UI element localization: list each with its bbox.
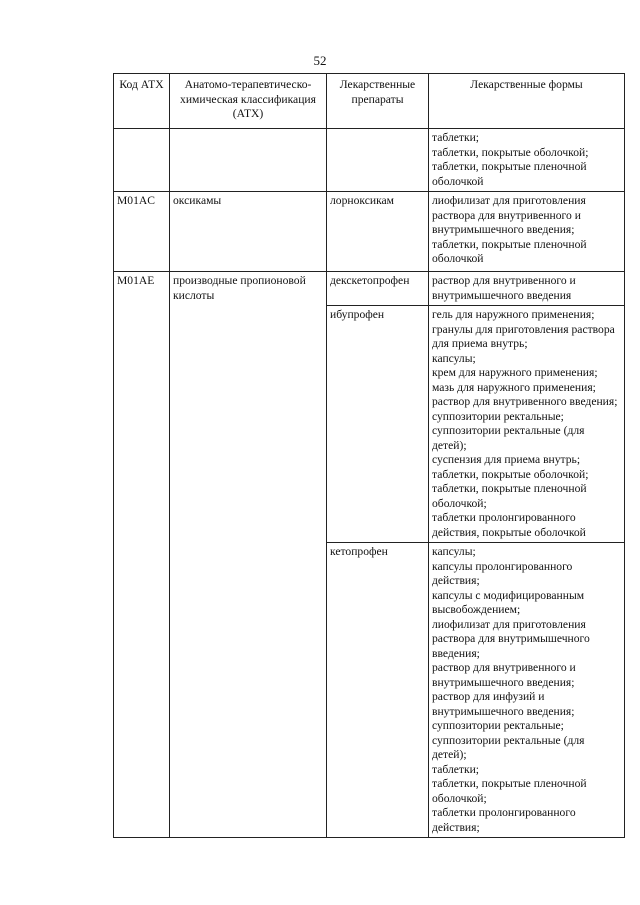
table-row xyxy=(114,129,625,192)
table-row xyxy=(114,192,625,272)
cell-drug xyxy=(327,129,429,192)
cell-dosage-forms: таблетки; таблетки, покрытые оболочкой; таблетки, покрытые пленочной оболочкой xyxy=(429,129,625,192)
cell-dosage-forms: лиофилизат для приготовления раствора для внутривенного и внутримышечного введения; таблетки, покрытые пленочной оболочкой xyxy=(429,192,625,272)
cell-classification xyxy=(170,129,327,192)
cell-dosage-forms: раствор для внутривенного и внутримышечного введения xyxy=(429,272,625,306)
header-atc-code: Код АТХ xyxy=(114,74,170,129)
cell-atc-code: M01AE xyxy=(114,272,170,838)
cell-drug: декскетопрофен xyxy=(327,272,429,306)
cell-drug: лорноксикам xyxy=(327,192,429,272)
table-row xyxy=(114,272,625,306)
page-number: 52 xyxy=(313,53,327,68)
cell-atc-code: M01AC xyxy=(114,192,170,272)
header-drugs: Лекарственные препараты xyxy=(327,74,429,129)
cell-drug: ибупрофен xyxy=(327,306,429,543)
header-dosage-forms: Лекарственные формы xyxy=(429,74,625,129)
cell-classification: производные пропионовой кислоты xyxy=(170,272,327,838)
table-header-row xyxy=(114,74,625,129)
header-classification: Анатомо-терапевтическо-химическая классификация (АТХ) xyxy=(170,74,327,129)
atc-drug-table xyxy=(113,73,625,838)
cell-atc-code xyxy=(114,129,170,192)
cell-drug: кетопрофен xyxy=(327,543,429,838)
cell-classification: оксикамы xyxy=(170,192,327,272)
cell-dosage-forms: гель для наружного применения; гранулы для приготовления раствора для приема внутрь; капсулы; крем для наружного применения; мазь для наружного применения; раствор для внутривенного введения; суппозитории ректальные; суппозитории ректальные (для детей); суспензия для приема внутрь; таблетки, покрытые оболочкой; таблетки, покрытые пленочной оболочкой; таблетки пролонгированного действия, покрытые оболочкой xyxy=(429,306,625,543)
cell-dosage-forms: капсулы; капсулы пролонгированного действия; капсулы с модифицированным высвобождением; лиофилизат для приготовления раствора для внутримышечного введения; раствор для внутривенного и внутримышечного введения; раствор для инфузий и внутримышечного введения; суппозитории ректальные; суппозитории ректальные (для детей); таблетки; таблетки, покрытые пленочной оболочкой; таблетки пролонгированного действия; xyxy=(429,543,625,838)
